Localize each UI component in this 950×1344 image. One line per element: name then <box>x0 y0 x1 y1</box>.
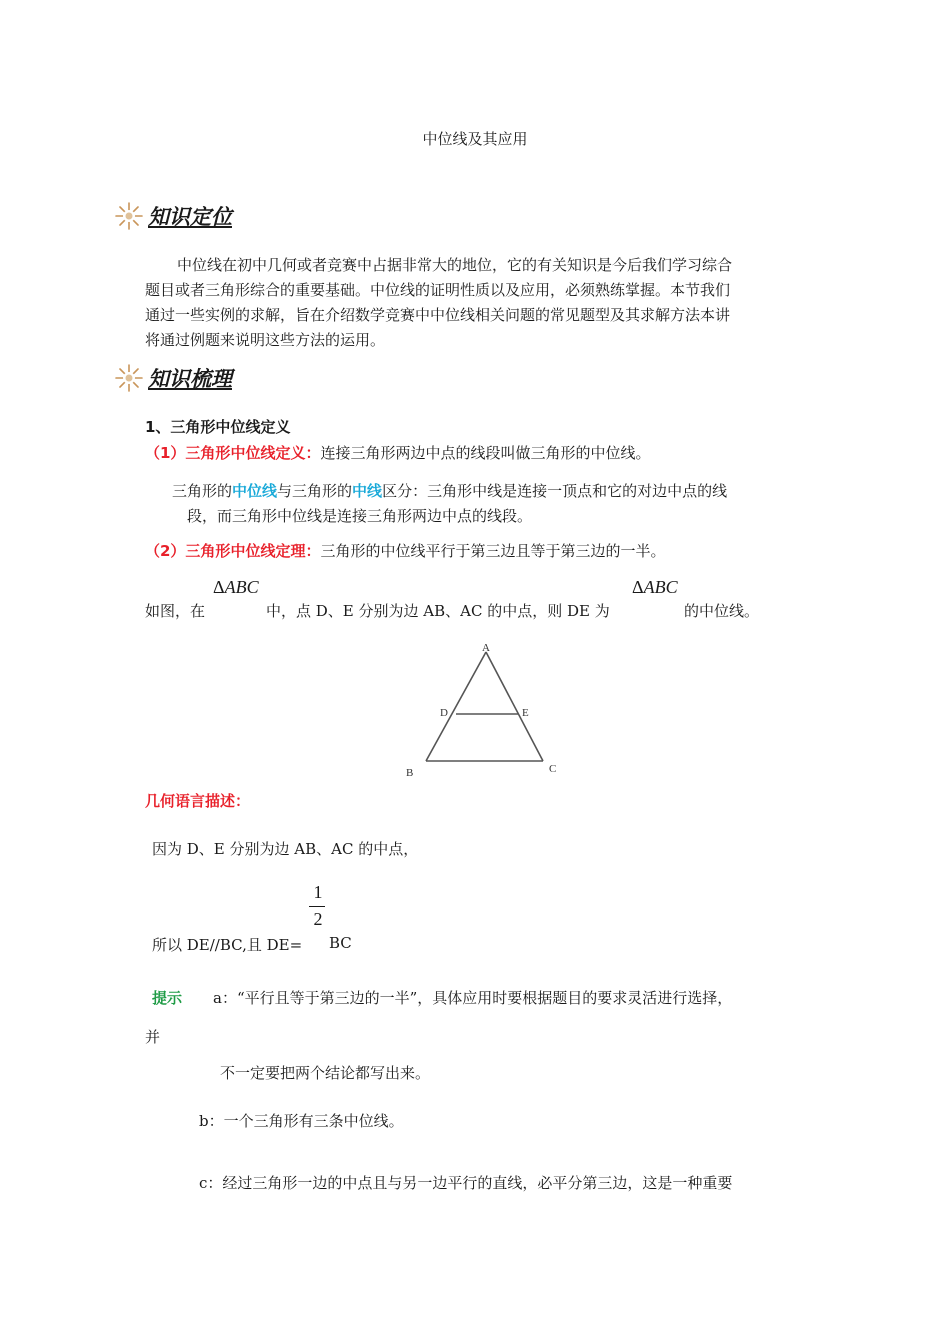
point-label-d: D <box>440 707 448 719</box>
fraction-denominator: 2 <box>313 909 323 929</box>
tip-a: a：“平行且等于第三边的一半”，具体应用时要根据题目的要求灵活进行选择， <box>213 989 733 1007</box>
tip-a-continued: 不一定要把两个结论都写出来。 <box>220 1064 431 1082</box>
text: 与三角形的 <box>277 482 353 500</box>
delta-symbol: Δ <box>213 577 225 597</box>
vertex-label-c: C <box>549 763 557 775</box>
tip-a-wrap: 并 <box>145 1028 161 1046</box>
theorem-line <box>145 540 665 561</box>
intro-line: 将通过例题来说明这些方法的运用。 <box>145 331 386 349</box>
sparkle-icon <box>112 361 146 395</box>
section-title: 知识定位 <box>148 205 232 229</box>
intro-line: 题目或者三角形综合的重要基础。中位线的证明性质以及应用，必须熟练掌握。本节我们 <box>145 281 731 299</box>
geometry-label: 几何语言描述： <box>145 792 251 810</box>
intro-line: 通过一些实例的求解，旨在介绍数学竞赛中中位线相关问题的常见题型及其求解方法本讲 <box>145 306 731 324</box>
section-heading-knowledge-review <box>112 360 232 396</box>
theorem-label: （2）三角形中位线定理： <box>145 542 321 560</box>
because-line: 因为 D、E 分别为边 AB、AC 的中点， <box>152 840 419 858</box>
text: 区分：三角形中线是连接一顶点和它的对边中点的线 <box>382 482 728 500</box>
definition-text: 连接三角形两边中点的线段叫做三角形的中位线。 <box>320 444 651 462</box>
triangle-figure <box>400 638 570 788</box>
so-line-bc: BC <box>329 934 352 952</box>
side-ab <box>426 652 486 761</box>
subheading: 1、三角形中位线定义 <box>145 418 291 436</box>
delta-symbol: Δ <box>632 577 644 597</box>
abc-symbol: ABC <box>224 577 259 597</box>
figure-sentence-part: 如图，在 <box>145 602 206 620</box>
tip-label: 提示 <box>152 989 183 1007</box>
triangle-symbol <box>213 577 259 598</box>
theorem-text: 三角形的中位线平行于第三边且等于第三边的一半。 <box>320 542 666 560</box>
point-label-e: E <box>522 707 529 719</box>
intro-line: 中位线在初中几何或者竞赛中占据非常大的地位，它的有关知识是今后我们学习综合 <box>177 256 733 274</box>
triangle-symbol <box>632 577 678 598</box>
midline-term: 中位线 <box>232 482 278 500</box>
fraction-numerator: 1 <box>313 882 323 902</box>
definition-label: （1）三角形中位线定义： <box>145 444 321 462</box>
abc-symbol: ABC <box>643 577 678 597</box>
side-ac <box>486 652 543 761</box>
difference-line-2: 段，而三角形中位线是连接三角形两边中点的线段。 <box>187 507 533 525</box>
page-title: 中位线及其应用 <box>422 130 528 148</box>
text: 三角形的 <box>172 482 233 500</box>
sparkle-icon <box>112 199 146 233</box>
section-heading-knowledge-position <box>112 198 232 234</box>
fraction-bar <box>309 906 325 907</box>
tip-b: b：一个三角形有三条中位线。 <box>199 1112 404 1130</box>
vertex-label-a: A <box>482 642 490 654</box>
median-term: 中线 <box>352 482 383 500</box>
figure-sentence-part: 的中位线。 <box>684 602 760 620</box>
section-title: 知识梳理 <box>148 367 232 391</box>
intro-paragraph <box>145 253 815 353</box>
difference-line <box>172 480 727 501</box>
definition-line <box>145 442 650 463</box>
tip-c: c：经过三角形一边的中点且与另一边平行的直线，必平分第三边，这是一种重要 <box>199 1174 733 1192</box>
so-line: 所以 DE//BC,且 DE= <box>152 936 303 954</box>
vertex-label-b: B <box>406 767 414 779</box>
figure-sentence-part: 中，点 D、E 分别为边 AB、AC 的中点，则 DE 为 <box>266 602 610 620</box>
